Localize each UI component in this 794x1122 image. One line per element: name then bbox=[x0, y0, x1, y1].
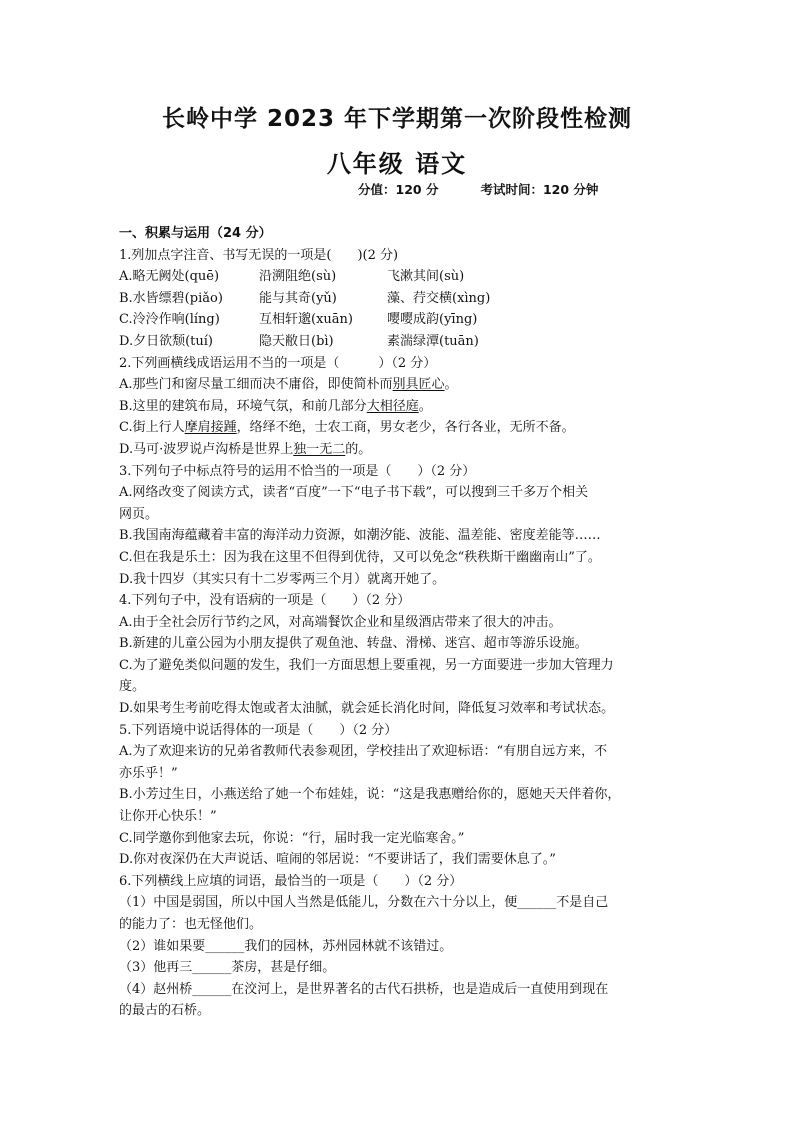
question-5-option-b: B.小芳过生日，小燕送给了她一个布娃娃，说：“这是我惠赠给你的，愿她天天伴着你， bbox=[119, 787, 621, 803]
question-2-option-a bbox=[119, 374, 679, 396]
question-6-sentence-1-cont: 的能力了：也无怪他们。 bbox=[119, 917, 263, 932]
question-5-option-c: C.同学邀你到他家去玩，你说：“行，届时我一定光临寒舍。” bbox=[119, 830, 465, 846]
exam-content bbox=[119, 223, 679, 1022]
question-4-option-a: A.由于全社会厉行节约之风，对高端餐饮企业和星级酒店带来了很大的冲击。 bbox=[119, 614, 562, 630]
question-1-option-d bbox=[119, 331, 679, 353]
question-1-stem: 1.列加点字注音、书写无误的一项是( )(2 分) bbox=[119, 247, 399, 263]
section-heading: 一、积累与运用（24 分） bbox=[119, 226, 272, 241]
question-5-option-b-cont: 让你开心快乐！” bbox=[119, 809, 217, 825]
exam-meta bbox=[358, 180, 598, 198]
question-6-sentence-4: （4）赵州桥______在洨河上，是世界著名的古代石拱桥，也是造成后一直使用到现在 bbox=[119, 981, 609, 997]
question-1-option-a bbox=[119, 266, 679, 288]
question-5-option-a-cont: 亦乐乎！” bbox=[119, 765, 178, 781]
option-item: D.夕日欲颓(tuí) bbox=[119, 333, 213, 349]
question-5-option-a: A.为了欢迎来访的兄弟省教师代表参观团，学校挂出了欢迎标语：“有朋自远方来，不 bbox=[119, 744, 608, 760]
underlined-idiom: 独一无二 bbox=[293, 441, 346, 457]
question-6-sentence-1: （1）中国是弱国，所以中国人当然是低能儿，分数在六十分以上，便______不是自己 bbox=[119, 895, 609, 911]
exam-subtitle: 八年级 语文 bbox=[326, 150, 468, 178]
underlined-idiom: 大相径庭 bbox=[366, 398, 419, 414]
question-4-option-b: B.新建的儿童公园为小朋友提供了观鱼池、转盘、滑梯、迷宫、超市等游乐设施。 bbox=[119, 636, 588, 652]
option-item: 藻、荇交横(xìng) bbox=[387, 290, 491, 306]
question-2-stem: 2.下列画横线成语运用不当的一项是（ ）（2 分） bbox=[119, 355, 437, 371]
option-text: A.那些门和窗尽量工细而决不庸俗，即使简朴而 bbox=[119, 377, 393, 393]
question-1-option-b bbox=[119, 288, 679, 310]
underlined-idiom: 别具匠心 bbox=[392, 377, 445, 393]
option-item: 沿溯阻绝(sù) bbox=[259, 269, 337, 285]
option-text: 。 bbox=[418, 398, 432, 414]
option-text: 的。 bbox=[345, 441, 372, 457]
option-item: C.泠泠作响(líng) bbox=[119, 312, 220, 328]
question-3-stem: 3.下列句子中标点符号的运用不恰当的一项是（ ）（2 分） bbox=[119, 463, 476, 479]
option-text: ，络绎不绝，士农工商，男女老少，各行各业，无所不备。 bbox=[236, 420, 575, 436]
option-item: B.水皆缥碧(piǎo) bbox=[119, 290, 223, 306]
exam-title: 长岭中学 2023 年下学期第一次阶段性检测 bbox=[161, 106, 633, 132]
question-3-option-c: C.但在我是乐土：因为我在这里不但得到优待，又可以免念“秩秩斯干幽幽南山”了。 bbox=[119, 549, 601, 565]
question-4-option-c: C.为了避免类似问题的发生，我们一方面思想上要重视，另一方面要进一步加大管理力 bbox=[119, 657, 614, 673]
underlined-idiom: 摩肩接踵 bbox=[184, 420, 237, 436]
question-2-option-c bbox=[119, 417, 679, 439]
option-text: 。 bbox=[444, 377, 458, 393]
option-item: 互相轩邈(xuān) bbox=[259, 312, 353, 328]
question-4-stem: 4.下列句子中，没有语病的一项是（ ）（2 分） bbox=[119, 593, 411, 609]
option-item: 能与其奇(yǔ) bbox=[259, 290, 337, 306]
question-6-stem: 6.下列横线上应填的词语，最恰当的一项是（ ）（2 分） bbox=[119, 873, 463, 889]
time-info: 考试时间：120 分钟 bbox=[480, 182, 599, 197]
option-text: B.这里的建筑布局，环境气氛，和前几部分 bbox=[119, 398, 367, 414]
question-5-stem: 5.下列语境中说话得体的一项是（ ）（2 分） bbox=[119, 722, 398, 738]
question-2-option-b bbox=[119, 396, 679, 418]
option-text: C.街上行人 bbox=[119, 420, 185, 436]
question-3-option-d: D.我十四岁（其实只有十二岁零两三个月）就离开她了。 bbox=[119, 571, 446, 587]
question-5-option-d: D.你对夜深仍在大声说话、喧闹的邻居说：“不要讲话了，我们需要休息了。” bbox=[119, 852, 556, 868]
question-6-sentence-3: （3）他再三______茶房，甚是仔细。 bbox=[119, 960, 336, 976]
question-2-option-d bbox=[119, 439, 679, 461]
question-3-option-a: A.网络改变了阅读方式，读者“百度”一下“电子书下载”，可以搜到三千多万个相关 bbox=[119, 485, 589, 501]
option-item: 隐天敝日(bì) bbox=[259, 333, 334, 349]
option-item: 嘤嘤成韵(yīng) bbox=[387, 312, 478, 328]
question-3-option-b: B.我国南海蕴藏着丰富的海洋动力资源，如潮汐能、波能、温差能、密度差能等…… bbox=[119, 528, 601, 544]
score-info: 分值：120 分 bbox=[358, 182, 439, 197]
question-1-option-c bbox=[119, 309, 679, 331]
option-item: 素湍绿潭(tuān) bbox=[387, 333, 479, 349]
question-3-option-a-cont: 网页。 bbox=[119, 506, 159, 522]
option-item: 飞漱其间(sù) bbox=[387, 269, 465, 285]
question-4-option-d: D.如果考生考前吃得太饱或者太油腻，就会延长消化时间，降低复习效率和考试状态。 bbox=[119, 701, 615, 717]
question-6-sentence-4-cont: 的最古的石桥。 bbox=[119, 1003, 211, 1019]
option-item: A.略无阙处(quē) bbox=[119, 269, 220, 285]
question-6-sentence-2: （2）谁如果要______我们的园林，苏州园林就不该错过。 bbox=[119, 938, 453, 954]
option-text: D.马可·波罗说卢沟桥是世界上 bbox=[119, 441, 294, 457]
question-4-option-c-cont: 度。 bbox=[119, 679, 146, 695]
